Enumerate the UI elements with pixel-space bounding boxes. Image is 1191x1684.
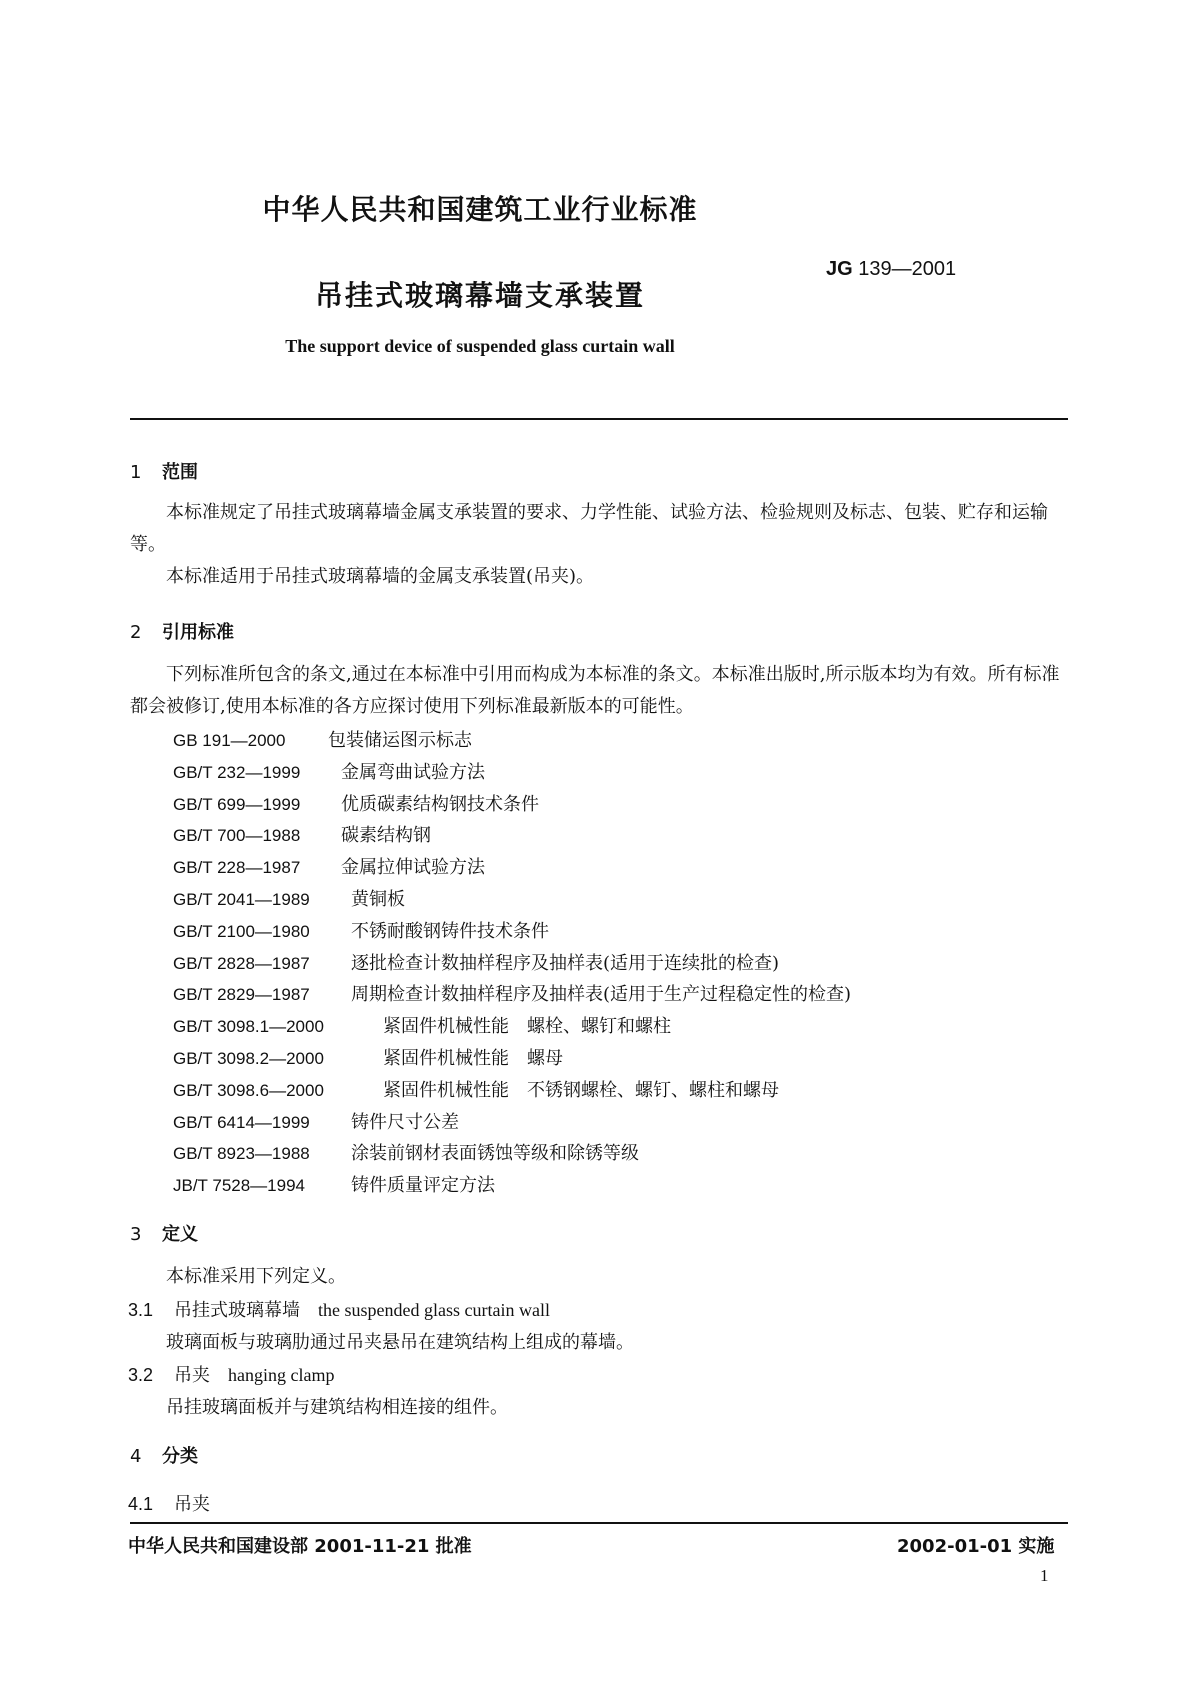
reference-name: 逐批检查计数抽样程序及抽样表(适用于连续批的检查): [351, 952, 780, 974]
reference-code: GB/T 2041—1989: [173, 889, 310, 909]
reference-name: 金属拉伸试验方法: [341, 857, 485, 879]
reference-code: GB/T 2829—1987: [173, 985, 310, 1005]
reference-code: GB/T 3098.2—2000: [173, 1048, 324, 1068]
reference-item: [173, 1011, 851, 1043]
paragraph: 本标准适用于吊挂式玻璃幕墙的金属支承装置(吊夹)。: [166, 566, 595, 587]
definition-3-2: [128, 1361, 334, 1387]
header-divider: [130, 418, 1068, 420]
approval-line: 中华人民共和国建设部 2001-11-21 批准: [128, 1536, 472, 1557]
section-1-heading: [130, 458, 198, 484]
reference-name: 碳素结构钢: [341, 825, 431, 847]
reference-item: [173, 852, 851, 884]
reference-code: GB/T 699—1999: [173, 794, 301, 814]
section-number: 1: [130, 462, 142, 483]
reference-item: [173, 725, 851, 757]
reference-item: [173, 820, 851, 852]
reference-item: [173, 757, 851, 789]
reference-code: GB/T 2100—1980: [173, 921, 310, 941]
clause-number: 4.1: [128, 1494, 154, 1514]
reference-item: [173, 1107, 851, 1139]
reference-name: 优质碳素结构钢技术条件: [341, 793, 539, 815]
paragraph: 下列标准所包含的条文,通过在本标准中引用而构成为本标准的条文。本标准出版时,所示版本均为有效。所有标准都会被修订,使用本标准的各方应探讨使用下列标准最新版本的可能性。: [130, 664, 1060, 717]
reference-item: [173, 884, 851, 916]
section-3-heading: [130, 1220, 198, 1246]
standard-code: JG: [826, 258, 853, 280]
definition-term-en: hanging clamp: [228, 1365, 335, 1385]
definitions-intro: 本标准采用下列定义。: [166, 1266, 346, 1287]
clause-title: 吊夹: [174, 1494, 210, 1515]
reference-item: [173, 916, 851, 948]
reference-item: [173, 789, 851, 821]
clause-number: 3.2: [128, 1365, 154, 1385]
reference-name: 包装储运图示标志: [328, 730, 472, 751]
reference-code: GB/T 232—1999: [173, 762, 301, 782]
reference-item: [173, 948, 851, 980]
definition-3-2-text: 吊挂玻璃面板并与建筑结构相连接的组件。: [166, 1397, 508, 1418]
reference-item: [173, 979, 851, 1011]
reference-name: 紧固件机械性能 不锈钢螺栓、螺钉、螺柱和螺母: [383, 1079, 779, 1101]
reference-code: GB/T 228—1987: [173, 858, 301, 878]
reference-code: GB/T 700—1988: [173, 826, 301, 846]
referenced-standards-list: [173, 725, 851, 1202]
reference-code: JB/T 7528—1994: [173, 1176, 305, 1196]
document-title-cn: 吊挂式玻璃幕墙支承装置: [314, 279, 645, 312]
definition-term-en: the suspended glass curtain wall: [318, 1300, 550, 1320]
reference-name: 涂装前钢材表面锈蚀等级和除锈等级: [351, 1143, 639, 1165]
reference-name: 周期检查计数抽样程序及抽样表(适用于生产过程稳定性的检查): [351, 984, 852, 1006]
reference-name: 不锈耐酸钢铸件技术条件: [351, 920, 549, 942]
document-title-en: The support device of suspended glass curtain wall: [285, 336, 675, 356]
implementation-date: 2002-01-01 实施: [897, 1536, 1055, 1557]
reference-item: [173, 1138, 851, 1170]
reference-name: 黄铜板: [351, 888, 405, 910]
reference-item: [173, 1170, 851, 1202]
section-title: 分类: [162, 1446, 198, 1467]
reference-item: [173, 1075, 851, 1107]
section-number: 4: [130, 1446, 142, 1467]
section-1-body: [130, 497, 1070, 593]
definition-3-1-text: 玻璃面板与玻璃肋通过吊夹悬吊在建筑结构上组成的幕墙。: [166, 1332, 634, 1353]
paragraph: 本标准规定了吊挂式玻璃幕墙金属支承装置的要求、力学性能、试验方法、检验规则及标志、包装、贮存和运输等。: [130, 502, 1048, 555]
reference-code: GB 191—2000: [173, 731, 286, 750]
reference-name: 紧固件机械性能 螺栓、螺钉和螺柱: [383, 1016, 671, 1038]
reference-code: GB/T 3098.1—2000: [173, 1017, 324, 1037]
industry-standard-heading: 中华人民共和国建筑工业行业标准: [262, 193, 698, 226]
reference-item: [173, 1043, 851, 1075]
definition-3-1: [128, 1296, 550, 1322]
reference-code: GB/T 8923—1988: [173, 1144, 310, 1164]
footer-divider: [130, 1522, 1068, 1524]
section-number: 3: [130, 1224, 142, 1245]
page-number: 1: [1040, 1566, 1049, 1585]
section-2-heading: [130, 618, 234, 644]
standard-number-value: 139—2001: [858, 258, 957, 280]
section-title: 范围: [162, 462, 198, 483]
clause-4-1-heading: [128, 1490, 210, 1516]
clause-number: 3.1: [128, 1300, 154, 1320]
reference-code: GB/T 2828—1987: [173, 953, 310, 973]
section-title: 引用标准: [162, 622, 234, 643]
section-title: 定义: [162, 1224, 198, 1245]
reference-name: 铸件尺寸公差: [351, 1111, 459, 1133]
section-4-heading: [130, 1442, 198, 1468]
reference-name: 紧固件机械性能 螺母: [383, 1047, 563, 1069]
section-number: 2: [130, 622, 142, 643]
reference-code: GB/T 3098.6—2000: [173, 1080, 324, 1100]
section-2-body: [130, 659, 1070, 723]
reference-code: GB/T 6414—1999: [173, 1112, 310, 1132]
definition-term: 吊挂式玻璃幕墙: [174, 1300, 300, 1321]
reference-name: 铸件质量评定方法: [351, 1175, 495, 1197]
reference-name: 金属弯曲试验方法: [341, 761, 485, 783]
definition-term: 吊夹: [174, 1365, 210, 1386]
